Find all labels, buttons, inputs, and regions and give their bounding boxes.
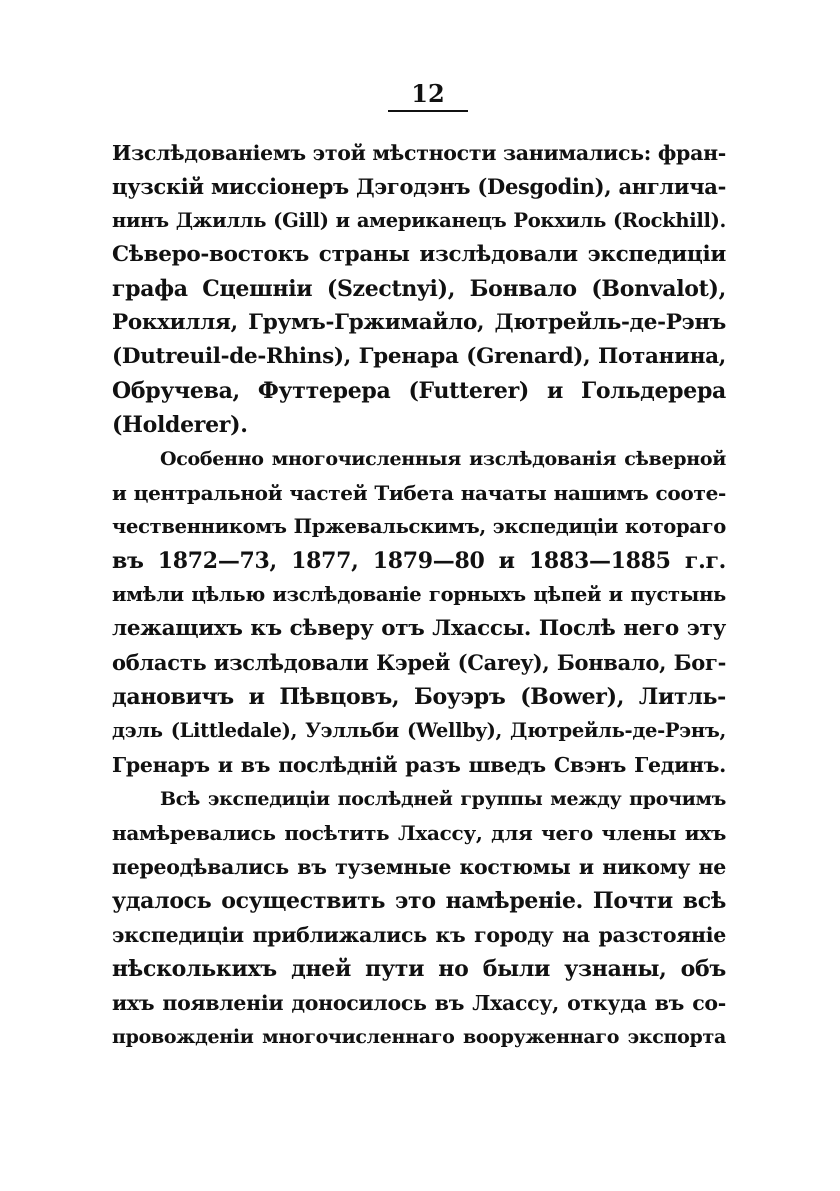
text-line: нинъ Джилль (Gill) и американецъ Рокхиль (Rockhill). bbox=[112, 209, 726, 232]
text-line: въ 1872—73, 1877, 1879—80 и 1883—1885 г.г. bbox=[112, 548, 726, 574]
text-line: дановичъ и Пѣвцовъ, Боуэръ (Bower), Литль- bbox=[112, 684, 726, 710]
paragraph-1 bbox=[112, 136, 726, 442]
text-line: Сѣверо-востокъ страны изслѣдовали экспедицiи bbox=[112, 242, 726, 267]
text-line: Рокхилля, Грумъ-Гржимайло, Дютрейль-де-Рэнъ bbox=[112, 310, 726, 335]
text-line: Всѣ экспедицiи послѣдней группы между прочимъ bbox=[160, 788, 726, 810]
paragraph-2 bbox=[112, 442, 726, 782]
text-line: Гренаръ и въ послѣднiй разъ шведъ Свэнъ Гединъ. bbox=[112, 753, 726, 777]
body-text bbox=[112, 136, 726, 1054]
text-line: имѣли цѣлью изслѣдованiе горныхъ цѣпей и пустынь bbox=[112, 583, 726, 606]
text-line: ихъ появленiи доносилось въ Лхассу, откуда въ со- bbox=[112, 991, 726, 1015]
text-line: Изслѣдованiемъ этой мѣстности занимались: фран- bbox=[112, 141, 726, 165]
text-line: лежащихъ къ сѣверу отъ Лхассы. Послѣ него эту bbox=[112, 616, 726, 641]
text-line: экспедицiи приближались къ городу на разстоянiе bbox=[112, 923, 726, 947]
text-line: область изслѣдовали Кэрей (Carey), Бонвало, Бог- bbox=[112, 650, 726, 675]
page-number: 12 bbox=[411, 79, 445, 108]
text-line: провожденiи многочисленнаго вооруженнаго экспорта bbox=[112, 1026, 726, 1048]
text-line: дэль (Littledale), Уэлльби (Wellby), Дютрейль-де-Рэнъ, bbox=[112, 719, 726, 742]
text-line: намѣревались посѣтить Лхассу, для чего члены ихъ bbox=[112, 821, 726, 845]
text-line: и центральной частей Тибета начаты нашимъ соотe- bbox=[112, 481, 726, 505]
text-line: нѣсколькихъ дней пути но были узнаны, объ bbox=[112, 956, 726, 982]
header-rule bbox=[388, 110, 468, 112]
text-line: графа Сцешнiи (Szectnyi), Бонвало (Bonvalot), bbox=[112, 276, 726, 302]
text-line: Особенно многочисленныя изслѣдованiя сѣверной bbox=[160, 448, 726, 470]
paragraph-3 bbox=[112, 782, 726, 1054]
text-line: Обручева, Футтерера (Futterer) и Гольдерера bbox=[112, 378, 726, 404]
text-line: цузскiй миссiонеръ Дэгодэнъ (Desgodin), англича- bbox=[112, 174, 726, 199]
text-line: чественникомъ Пржевальскимъ, экспедицiи котораго bbox=[112, 515, 726, 538]
text-line: (Dutreuil-de-Rhins), Гренара (Grenard), Потанина, bbox=[112, 344, 726, 369]
text-line: удалось осуществить это намѣренiе. Почти всѣ bbox=[112, 888, 726, 914]
text-line: переодѣвались въ туземные костюмы и никому не bbox=[112, 855, 726, 879]
text-line: (Holderer). bbox=[112, 412, 248, 438]
